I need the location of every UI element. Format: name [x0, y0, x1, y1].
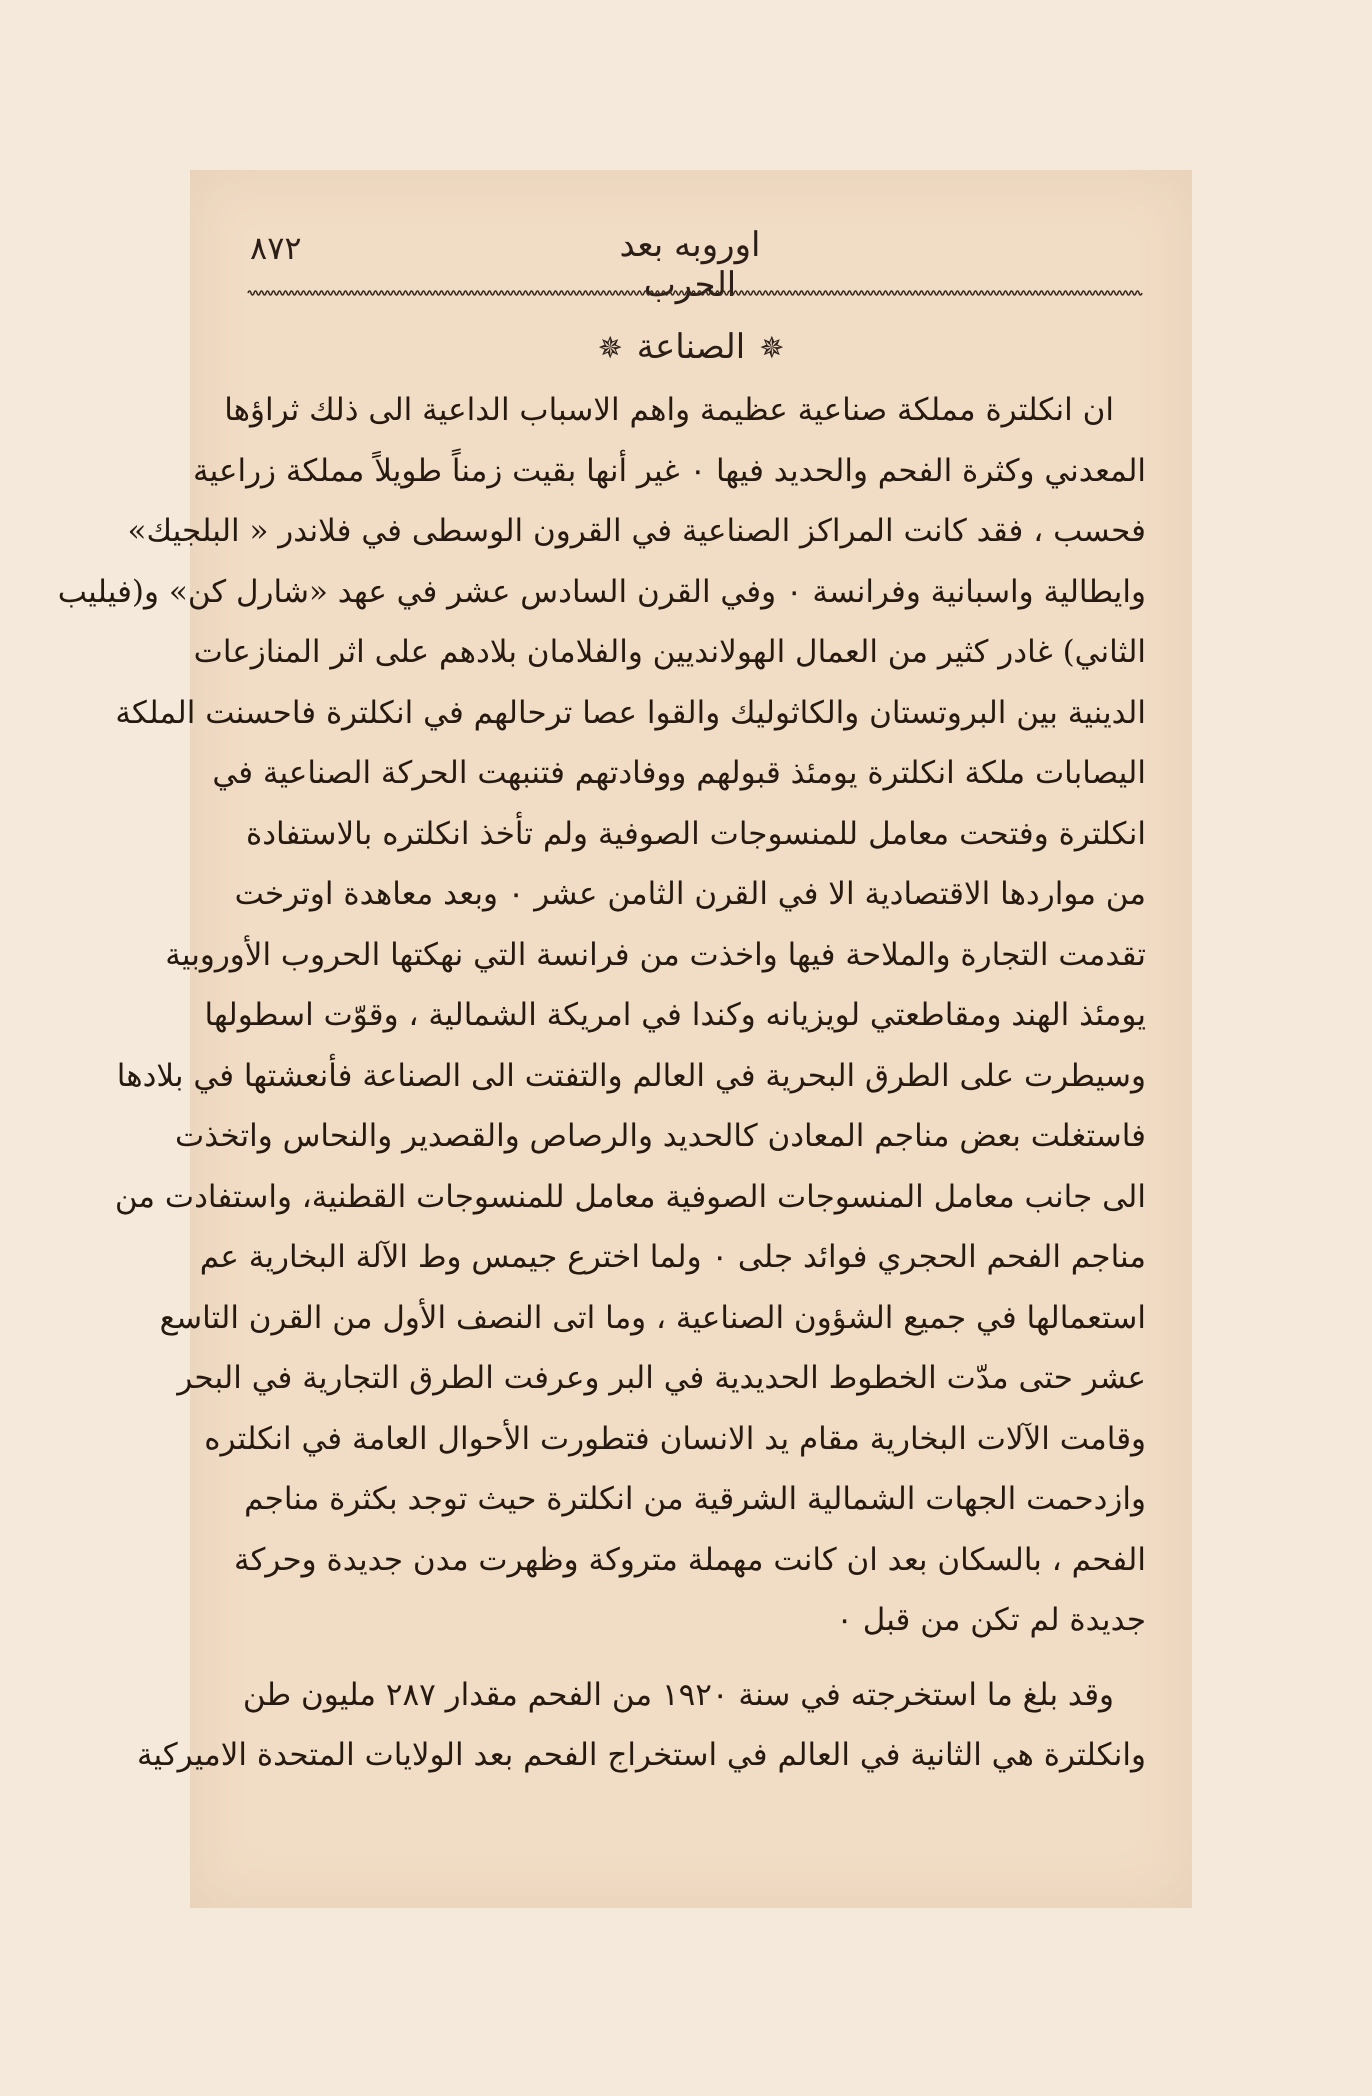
- text-line: وسيطرت على الطرق البحرية في العالم والتفتت الى الصناعة فأنعشتها في بلادها: [116, 1057, 1146, 1094]
- text-line: من مواردها الاقتصادية الا في القرن الثامن عشر ٠ وبعد معاهدة اوترخت: [234, 876, 1146, 912]
- text-line: الدينية بين البروتستان والكاثوليك والقوا عصا ترحالهم في انكلترة فاحسنت الملكة: [115, 694, 1146, 731]
- running-head: اوروبه بعد الحرب: [619, 225, 761, 305]
- page-header: [190, 225, 1192, 305]
- text-line: الفحم ، بالسكان بعد ان كانت مهملة متروكة وظهرت مدن جديدة وحركة: [234, 1541, 1146, 1578]
- text-line: مناجم الفحم الحجري فوائد جلى ٠ ولما اخترع جيمس وط الآلة البخارية عم: [199, 1239, 1146, 1275]
- text-line: فحسب ، فقد كانت المراكز الصناعية في القرون الوسطى في فلاندر « البلجيك»: [127, 513, 1146, 549]
- text-line: وقامت الآلات البخارية مقام يد الانسان فتطورت الأحوال العامة في انكلتره: [204, 1420, 1146, 1457]
- paragraph-2: [136, 1665, 1146, 1786]
- text-line: استعمالها في جميع الشؤون الصناعية ، وما اتى النصف الأول من القرن التاسع: [159, 1299, 1146, 1336]
- text-line: وازدحمت الجهات الشمالية الشرقية من انكلترة حيث توجد بكثرة مناجم: [244, 1481, 1146, 1517]
- text-line: جديدة لم تكن من قبل ٠: [836, 1602, 1146, 1638]
- body-text: [57, 380, 1146, 1786]
- text-line: وقد بلغ ما استخرجته في سنة ١٩٢٠ من الفحم مقدار ٢٨٧ مليون طن: [242, 1676, 1114, 1713]
- text-line: الى جانب معامل المنسوجات الصوفية معامل للمنسوجات القطنية، واستفادت من: [114, 1178, 1146, 1215]
- text-line: فاستغلت بعض مناجم المعادن كالحديد والرصاص والقصدير والنحاس واتخذت: [175, 1118, 1146, 1154]
- ornament-right-icon: ✵: [759, 331, 785, 366]
- header-wavy-rule: [248, 288, 1138, 298]
- text-line: يومئذ الهند ومقاطعتي لويزيانه وكندا في امريكة الشمالية ، وقوّت اسطولها: [204, 997, 1146, 1033]
- paragraph-1: [57, 380, 1146, 1651]
- text-line: ان انكلترة مملكة صناعية عظيمة واهم الاسباب الداعية الى ذلك ثراؤها: [224, 392, 1114, 428]
- text-line: وايطالية واسبانية وفرانسة ٠ وفي القرن السادس عشر في عهد «شارل كن» و(فيليب: [57, 573, 1146, 610]
- text-line: المعدني وكثرة الفحم والحديد فيها ٠ غير أنها بقيت زمناً طويلاً مملكة زراعية: [192, 452, 1146, 489]
- text-line: تقدمت التجارة والملاحة فيها واخذت من فرانسة التي نهكتها الحروب الأوروبية: [165, 936, 1146, 973]
- page-number: ٨٧٢: [250, 229, 302, 267]
- text-line: الثاني) غادر كثير من العمال الهولانديين والفلامان بلادهم على اثر المنازعات: [193, 634, 1146, 670]
- text-line: اليصابات ملكة انكلترة يومئذ قبولهم ووفادتهم فتنبهت الحركة الصناعية في: [212, 755, 1146, 791]
- ornament-left-icon: ✵: [597, 331, 623, 366]
- section-heading: [190, 322, 1192, 372]
- book-page: [57, 170, 1192, 1908]
- text-line: وانكلترة هي الثانية في العالم في استخراج الفحم بعد الولايات المتحدة الاميركية: [136, 1737, 1146, 1773]
- text-line: انكلترة وفتحت معامل للمنسوجات الصوفية ولم تأخذ انكلتره بالاستفادة: [246, 815, 1146, 852]
- section-title: الصناعة: [636, 327, 746, 367]
- text-line: عشر حتى مدّت الخطوط الحديدية في البر وعرفت الطرق التجارية في البحر: [177, 1360, 1146, 1396]
